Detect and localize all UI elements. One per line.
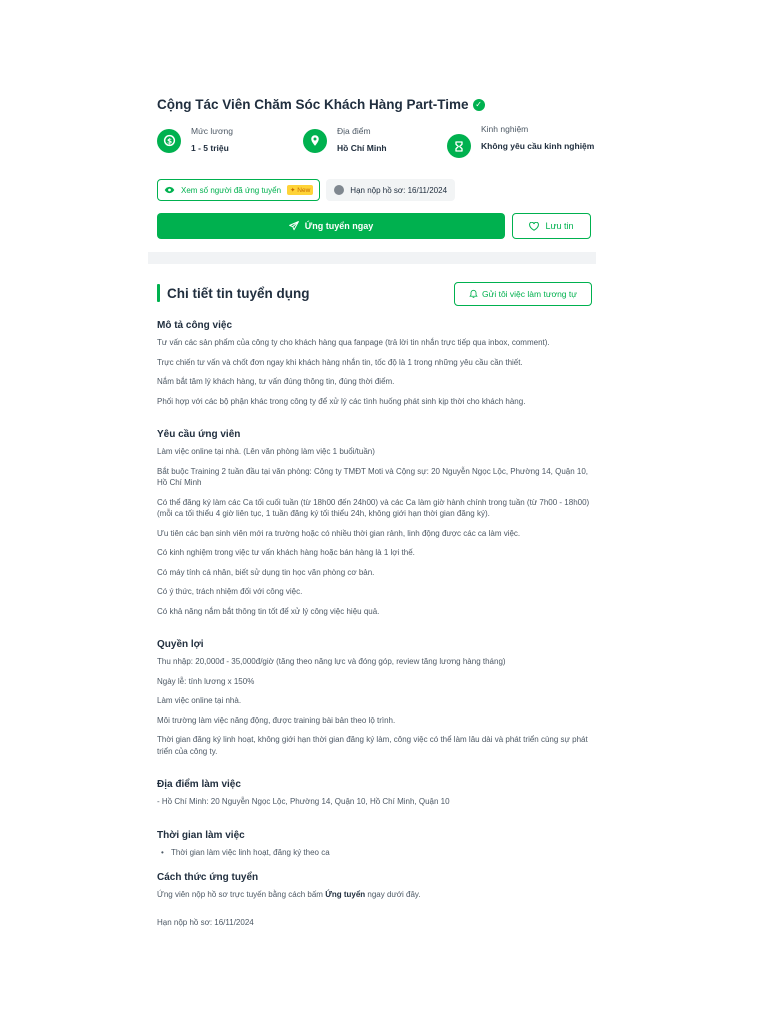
job-info-row [157,126,597,170]
benefit-item: Thời gian đăng ký linh hoạt, không giới hạn thời gian đăng ký làm, công việc có thể làm lâu dài và phát triển cùng sự phát triển của công ty. [157,735,588,756]
description-item: Phối hợp với các bộ phận khác trong công ty để xử lý các tình huống phát sinh kịp thời cho khách hàng. [157,396,526,406]
benefit-item: Ngày lễ: tính lương x 150% [157,676,255,686]
workplace-address: - Hồ Chí Minh: 20 Nguyễn Ngọc Lộc, Phường 14, Quận 10, Hồ Chí Minh, Quận 10 [157,797,450,806]
section-accent-bar [157,284,160,302]
description-item: Nắm bắt tâm lý khách hàng, tư vấn đúng thông tin, đúng thời điểm. [157,377,395,386]
view-applicants-button[interactable] [157,179,320,201]
requirement-item: Có khả năng nắm bắt thông tin tốt để xử lý công việc hiệu quả. [157,606,380,616]
experience-icon [447,134,471,158]
requirement-item: Có máy tính cá nhân, biết sử dụng tin học văn phòng cơ bản. [157,567,375,577]
experience-info [447,124,601,158]
salary-icon [157,129,181,153]
clock-icon [334,185,344,195]
new-badge: ✦ New [287,185,313,195]
details-title: Chi tiết tin tuyển dụng [167,285,310,301]
requirement-item: Có thể đăng ký làm các Ca tối cuối tuần (từ 18h00 đến 24h00) và các Ca làm giờ hành chính trong tuần (từ 7h00 - 18h00) (mỗi ca tối thiểu 4 giờ liên tục, 1 tuần đăng ký tối thiểu 24h, không giới hạn thời gian đăng ký). [157,497,590,518]
details-header [157,284,309,302]
heart-icon [529,222,539,231]
save-label: Lưu tin [545,221,574,231]
experience-label: Kinh nghiệm [481,124,529,134]
salary-label: Mức lương [191,126,233,136]
howto-text: Ứng viên nộp hồ sơ trực tuyến bằng cách bấm Ứng tuyển ngay dưới đây. [157,890,421,899]
location-label: Địa điểm [337,126,371,136]
svg-text:$: $ [166,136,172,146]
howto-apply-link[interactable]: Ứng tuyển [325,890,366,899]
requirement-item: Có kinh nghiệm trong việc tư vấn khách hàng hoặc bán hàng là 1 lợi thế. [157,548,415,557]
location-value: Hồ Chí Minh [337,143,387,153]
benefit-item: Làm việc online tại nhà. [157,696,242,705]
worktime-item: • Thời gian làm việc linh hoạt, đăng ký theo ca [157,847,597,859]
salary-info [157,126,233,155]
worktime-list [157,847,597,859]
benefits-heading: Quyền lợi [157,639,204,650]
benefit-item: Môi trường làm việc năng động, được training bài bản theo lộ trình. [157,715,396,725]
description-heading: Mô tả công việc [157,320,233,331]
location-info [303,126,387,155]
requirement-item: Bắt buộc Training 2 tuần đầu tại văn phòng: Công ty TMĐT Moti và Cộng sự: 20 Nguyễn Ngọc Lộc, Phường 14, Quận 10, Hồ Chí Minh [157,466,589,487]
salary-value: 1 - 5 triệu [191,143,229,153]
verified-icon: ✓ [473,99,485,111]
experience-value: Không yêu cầu kinh nghiệm [481,141,595,151]
worktime-heading: Thời gian làm việc [157,829,245,841]
notify-similar-jobs-button[interactable] [454,282,592,306]
description-item: Trực chiến tư vấn và chốt đơn ngay khi khách hàng nhắn tin, tốc độ là 1 trong những yêu cầu cần thiết. [157,357,523,367]
section-divider [148,252,596,264]
requirement-item: Có ý thức, trách nhiệm đối với công việc. [157,587,303,596]
view-applicants-label: Xem số người đã ứng tuyển [181,185,282,195]
apply-label: Ứng tuyển ngay [304,221,374,231]
apply-button[interactable] [157,213,505,239]
howto-heading: Cách thức ứng tuyển [157,872,259,883]
notify-label: Gửi tôi việc làm tương tự [482,289,577,299]
description-item: Tư vấn các sản phẩm của công ty cho khách hàng qua fanpage (trả lời tin nhắn trực tiếp qua inbox, comment). [157,338,550,347]
job-title [157,97,485,112]
save-job-button[interactable] [512,213,591,239]
requirement-item: Làm việc online tại nhà. (Lên văn phòng làm việc 1 buổi/tuần) [157,447,375,456]
benefit-item: Thu nhập: 20,000đ - 35,000đ/giờ (tăng theo năng lực và đóng góp, review tăng lương hàng tháng) [157,657,506,666]
job-details-content [157,320,597,936]
workplace-heading: Địa điểm làm việc [157,779,241,790]
send-icon [289,221,299,231]
requirements-heading: Yêu cầu ứng viên [157,429,241,440]
job-title-text: Cộng Tác Viên Chăm Sóc Khách Hàng Part-Time [157,97,469,112]
requirement-item: Ưu tiên các bạn sinh viên mới ra trường hoặc có nhiều thời gian rảnh, linh động được các ca làm việc. [157,528,521,538]
bell-icon [469,289,478,299]
deadline-chip-text: Hạn nộp hồ sơ: 16/11/2024 [350,185,448,195]
deadline-chip [326,179,455,201]
chip-row [157,179,455,201]
eye-icon [164,186,175,194]
location-icon [303,129,327,153]
deadline-text: Hạn nộp hồ sơ: 16/11/2024 [157,917,254,927]
